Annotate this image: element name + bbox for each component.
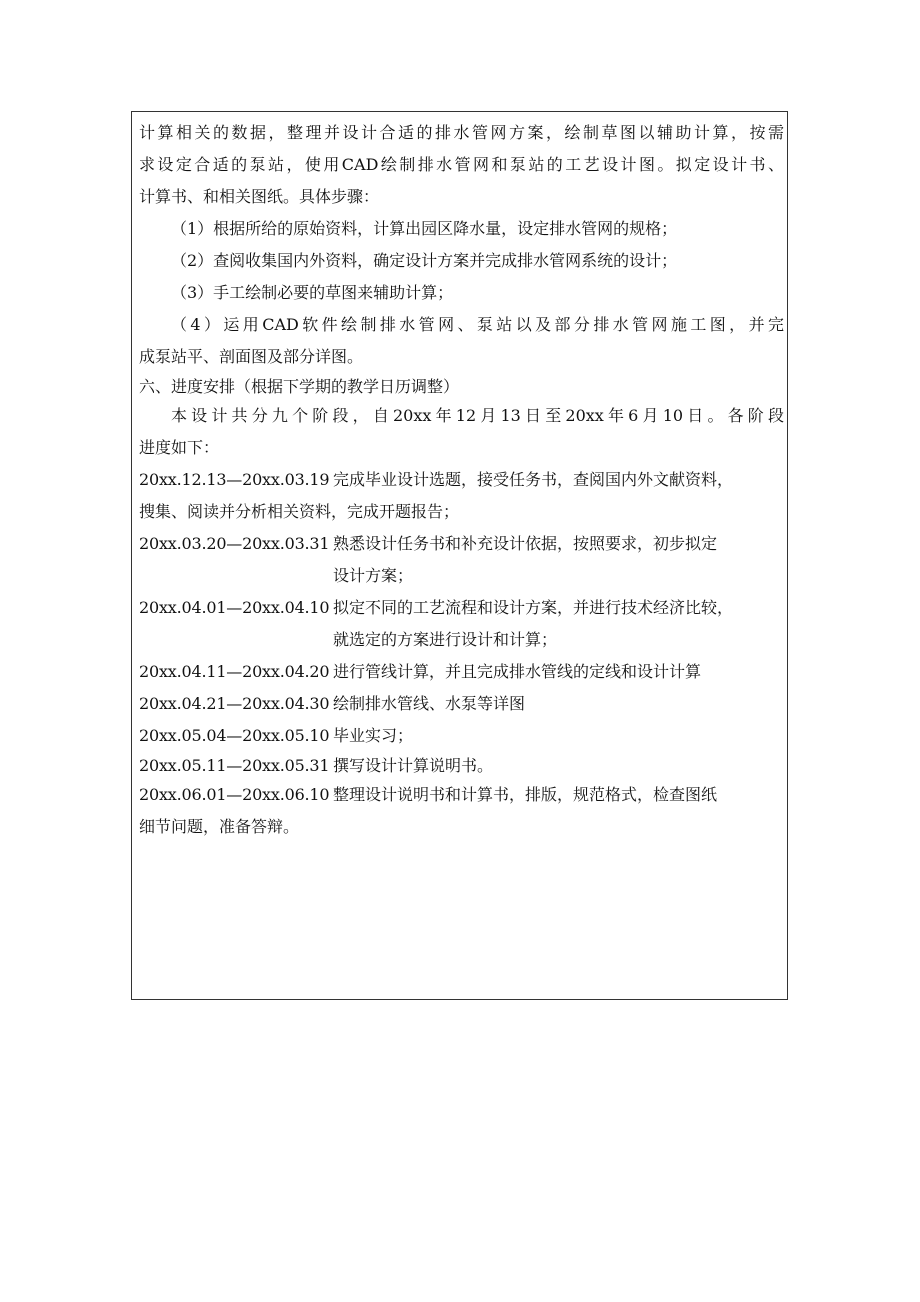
document-content [139, 117, 784, 843]
schedule-date: 20xx.04.11—20xx.04.20 [139, 662, 330, 681]
schedule-continuation: 细节问题，准备答辩。 [139, 817, 300, 836]
schedule-description: 撰写设计计算说明书。 [333, 756, 494, 775]
schedule-continuation: 就选定的方案进行设计和计算； [333, 630, 558, 649]
schedule-date: 20xx.04.01—20xx.04.10 [139, 598, 330, 617]
schedule-date: 20xx.06.01—20xx.06.10 [139, 785, 330, 804]
section-heading: 六、进度安排（根据下学期的教学日历调整） [139, 377, 460, 396]
schedule-description: 熟悉设计任务书和补充设计依据，按照要求，初步拟定 [333, 534, 718, 553]
schedule-date: 20xx.12.13—20xx.03.19 [139, 470, 330, 489]
schedule-description: 完成毕业设计选题，接受任务书，查阅国内外文献资料， [333, 470, 734, 489]
schedule-row [139, 528, 784, 560]
step-item: （2）查阅收集国内外资料，确定设计方案并完成排水管网系统的设计； [171, 251, 678, 270]
section-intro-line: 进度如下： [139, 438, 220, 457]
schedule-row [139, 592, 784, 624]
schedule-row [139, 720, 784, 752]
intro-paragraph-line: 计算相关的数据，整理并设计合适的排水管网方案，绘制草图以辅助计算，按需 [139, 123, 784, 142]
step-item: （4）运用CAD软件绘制排水管网、泵站以及部分排水管网施工图，并完 [171, 315, 784, 334]
step-item: （3）手工绘制必要的草图来辅助计算； [171, 283, 454, 302]
schedule-row [139, 688, 784, 720]
schedule-continuation: 设计方案； [333, 566, 414, 585]
schedule-row [139, 656, 784, 688]
intro-paragraph-line: 求设定合适的泵站，使用CAD绘制排水管网和泵站的工艺设计图。拟定设计书、 [139, 155, 784, 174]
schedule-row [139, 752, 784, 779]
schedule-description: 拟定不同的工艺流程和设计方案，并进行技术经济比较， [333, 598, 734, 617]
schedule-date: 20xx.05.04—20xx.05.10 [139, 726, 330, 745]
schedule-row [139, 779, 784, 811]
schedule-row [139, 464, 784, 496]
schedule-description: 整理设计说明书和计算书，排版，规范格式，检查图纸 [333, 785, 718, 804]
intro-paragraph-line: 计算书、和相关图纸。具体步骤： [139, 187, 380, 206]
schedule-description: 毕业实习； [333, 726, 414, 745]
schedule-continuation: 搜集、阅读并分析相关资料，完成开题报告； [139, 502, 460, 521]
step-item: （1）根据所给的原始资料，计算出园区降水量，设定排水管网的规格； [171, 219, 678, 238]
section-intro-line: 本设计共分九个阶段，自20xx年12月13日至20xx年6月10日。各阶段 [171, 406, 784, 425]
schedule-date: 20xx.03.20—20xx.03.31 [139, 534, 330, 553]
schedule-description: 进行管线计算，并且完成排水管线的定线和设计计算 [333, 662, 702, 681]
schedule-description: 绘制排水管线、水泵等详图 [333, 694, 526, 713]
schedule-date: 20xx.04.21—20xx.04.30 [139, 694, 330, 713]
step-item-continuation: 成泵站平、剖面图及部分详图。 [139, 347, 364, 366]
schedule-date: 20xx.05.11—20xx.05.31 [139, 756, 330, 775]
